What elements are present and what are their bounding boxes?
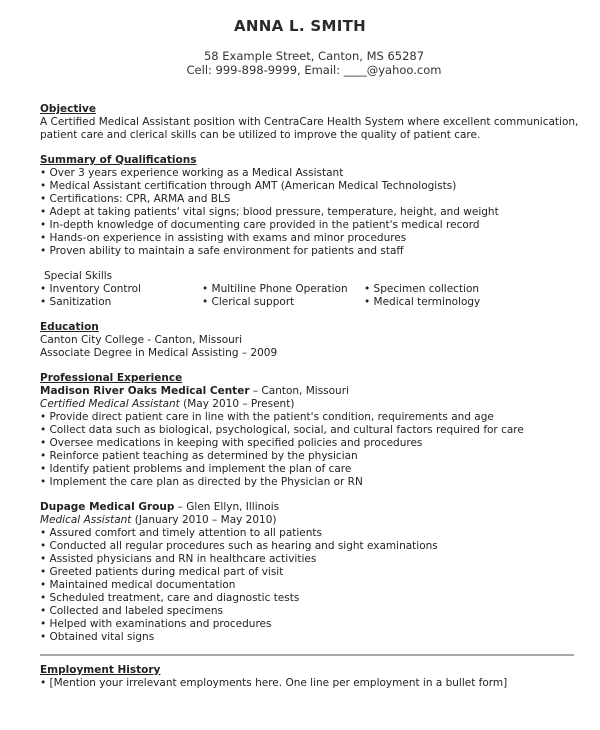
duty-item: • Collect data such as biological, psychological, social, and cultural factors required for care <box>40 424 580 437</box>
employer-name: Dupage Medical Group <box>40 501 175 513</box>
qualification-item: • Certifications: CPR, ARMA and BLS <box>40 193 580 206</box>
employer-location: – Glen Ellyn, Illinois <box>174 501 280 513</box>
duty-item: • Assured comfort and timely attention to all patients <box>40 527 580 540</box>
qualification-item: • Proven ability to maintain a safe environment for patients and staff <box>40 245 580 258</box>
address: 58 Example Street, Canton, MS 65287 <box>203 49 425 63</box>
employer-location: – Canton, Missouri <box>249 385 349 397</box>
employer-name: Madison River Oaks Medical Center <box>40 385 250 397</box>
job-dates: (January 2010 – May 2010) <box>131 514 277 526</box>
qualification-item: • Over 3 years experience working as a Medical Assistant <box>40 167 580 180</box>
skill-item: • Clerical support <box>202 296 364 309</box>
experience-heading: Professional Experience <box>40 372 183 384</box>
duty-item: • Provide direct patient care in line with the patient's condition, requirements and age <box>40 411 580 424</box>
education-line: Canton City College - Canton, Missouri <box>40 334 243 346</box>
duty-item: • Greeted patients during medical part of visit <box>40 566 580 579</box>
skill-item: • Specimen collection <box>364 283 564 296</box>
duty-item: • Implement the care plan as directed by the Physician or RN <box>40 476 580 489</box>
contact-info: Cell: 999-898-9999, Email: ____@yahoo.com <box>186 63 442 77</box>
job-role <box>40 514 580 527</box>
duty-item: • Scheduled treatment, care and diagnostic tests <box>40 592 580 605</box>
duty-item: • Oversee medications in keeping with specified policies and procedures <box>40 437 580 450</box>
duty-item: • Identify patient problems and implement the plan of care <box>40 463 580 476</box>
job-role <box>40 398 580 411</box>
duty-item: • Assisted physicians and RN in healthcare activities <box>40 553 580 566</box>
job-header <box>40 385 580 398</box>
special-skills-label: Special Skills <box>44 270 113 282</box>
objective-heading: Objective <box>40 103 96 115</box>
duty-item: • Helped with examinations and procedures <box>40 618 580 631</box>
employment-history-heading: Employment History <box>40 664 161 676</box>
qualification-item: • Adept at taking patients' vital signs; blood pressure, temperature, height, and weight <box>40 206 580 219</box>
qualification-item: • Hands-on experience in assisting with exams and minor procedures <box>40 232 580 245</box>
candidate-name: ANNA L. SMITH <box>233 17 367 35</box>
job-title: Certified Medical Assistant <box>40 398 180 410</box>
education-heading: Education <box>40 321 99 333</box>
job-dates: (May 2010 – Present) <box>179 398 295 410</box>
job-title: Medical Assistant <box>40 514 132 526</box>
resume-content <box>40 103 580 690</box>
qualification-item: • In-depth knowledge of documenting care provided in the patient's medical record <box>40 219 580 232</box>
skill-item: • Inventory Control <box>40 283 202 296</box>
objective-line: A Certified Medical Assistant position with CentraCare Health System where excellent communication, <box>40 116 579 128</box>
skill-item: • Medical terminology <box>364 296 564 309</box>
special-skills-row <box>40 283 580 296</box>
duty-item: • Reinforce patient teaching as determined by the physician <box>40 450 580 463</box>
employment-history-item: • [Mention your irrelevant employments here. One line per employment in a bullet form] <box>40 677 580 690</box>
skill-item: • Multiline Phone Operation <box>202 283 364 296</box>
qualifications-heading: Summary of Qualifications <box>40 154 197 166</box>
duty-item: • Conducted all regular procedures such as hearing and sight examinations <box>40 540 580 553</box>
qualification-item: • Medical Assistant certification through AMT (American Medical Technologists) <box>40 180 580 193</box>
section-divider <box>40 654 574 656</box>
skill-item: • Sanitization <box>40 296 202 309</box>
objective-line: patient care and clerical skills can be utilized to improve the quality of patient care. <box>40 129 481 141</box>
duty-item: • Obtained vital signs <box>40 631 580 644</box>
education-line: Associate Degree in Medical Assisting – 2009 <box>40 347 278 359</box>
duty-item: • Maintained medical documentation <box>40 579 580 592</box>
duty-item: • Collected and labeled specimens <box>40 605 580 618</box>
job-header <box>40 501 580 514</box>
special-skills-row <box>40 296 580 309</box>
